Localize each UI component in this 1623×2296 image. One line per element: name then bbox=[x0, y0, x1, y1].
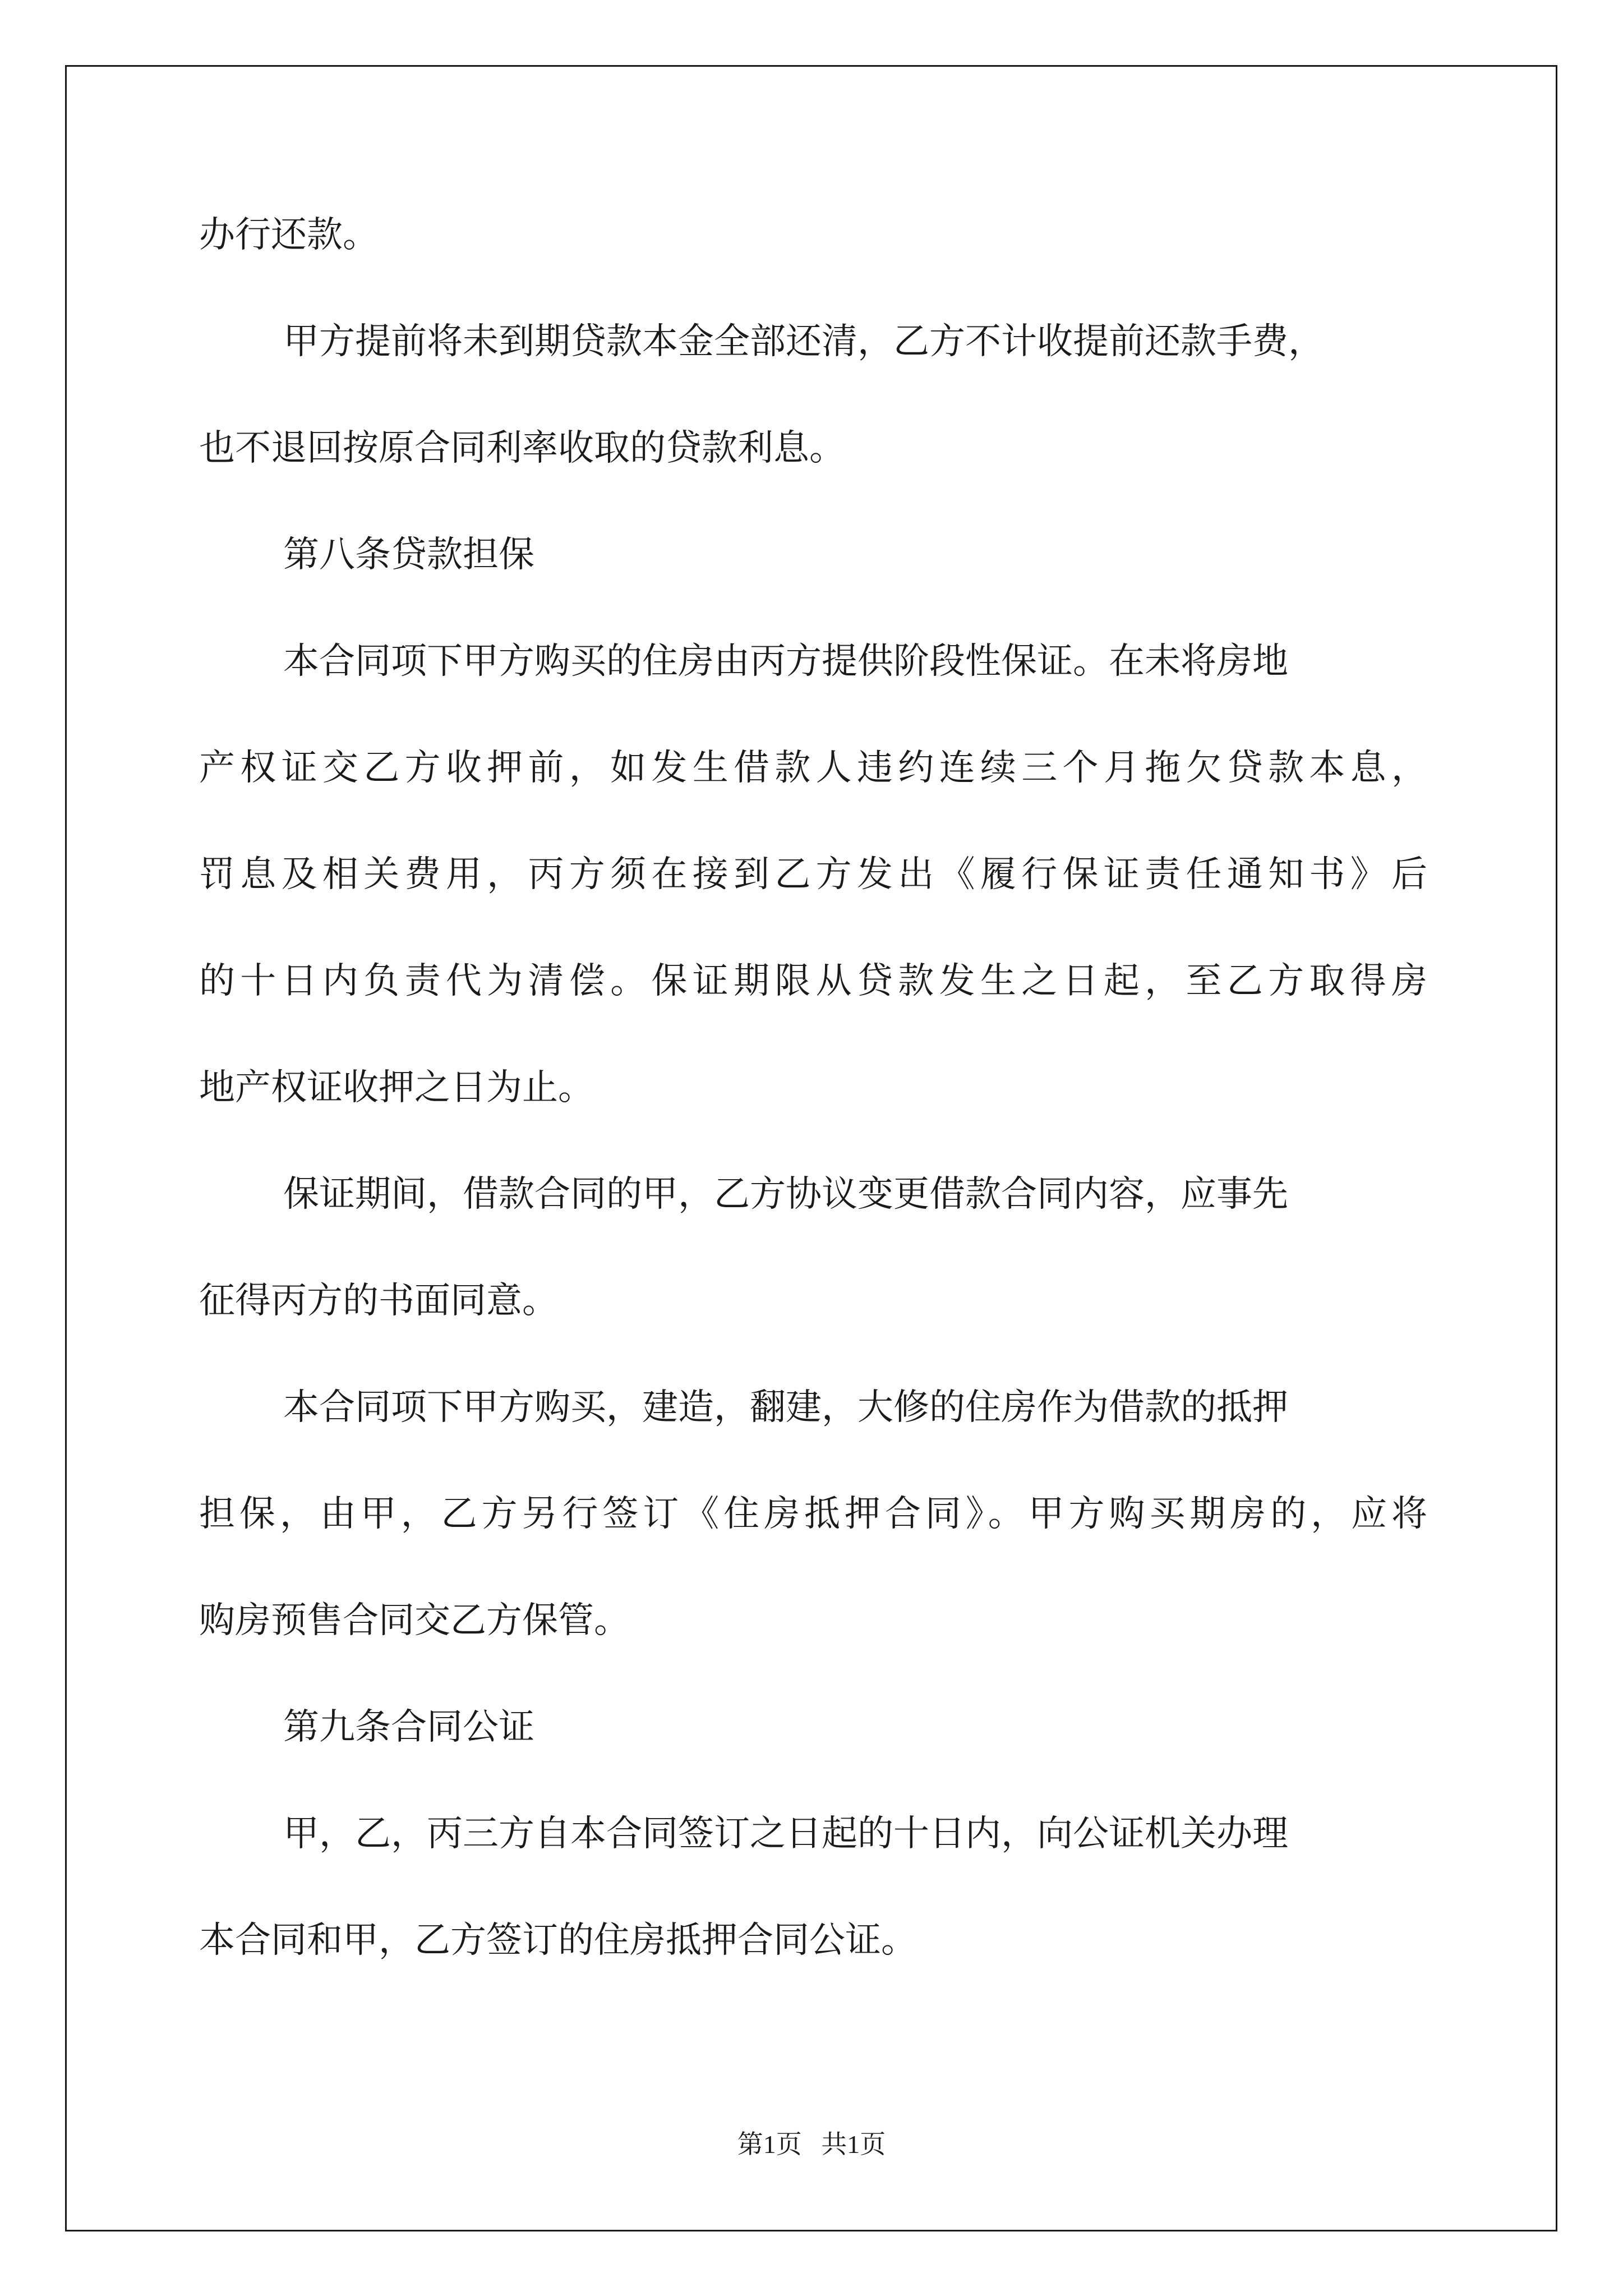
text-line: 办行还款。 bbox=[199, 214, 379, 256]
text-line: 也不退回按原合同利率收取的贷款利息。 bbox=[199, 427, 845, 469]
text-line: 的十日内负责代为清偿。保证期限从贷款发生之日起，至乙方取得房 bbox=[199, 960, 1427, 1002]
text-line: 罚息及相关费用，丙方须在接到乙方发出《履行保证责任通知书》后 bbox=[199, 854, 1427, 895]
text-line: 产权证交乙方收押前，如发生借款人违约连续三个月拖欠贷款本息， bbox=[199, 747, 1427, 789]
section-heading: 第九条合同公证 bbox=[283, 1706, 534, 1748]
text-line: 征得丙方的书面同意。 bbox=[199, 1280, 558, 1322]
paragraph-first-line: 本合同项下甲方购买，建造，翻建，大修的住房作为借款的抵押 bbox=[283, 1387, 1288, 1428]
page-number-footer: 第1页 共1页 bbox=[737, 2130, 886, 2159]
text-line: 购房预售合同交乙方保管。 bbox=[199, 1600, 630, 1641]
text-line: 地产权证收押之日为止。 bbox=[199, 1067, 594, 1108]
section-heading: 第八条贷款担保 bbox=[283, 534, 534, 576]
text-line: 担保，由甲，乙方另行签订《住房抵押合同》。甲方购买期房的，应将 bbox=[199, 1493, 1427, 1535]
paragraph-first-line: 本合同项下甲方购买的住房由丙方提供阶段性保证。在未将房地 bbox=[283, 641, 1288, 682]
paragraph-first-line: 甲，乙，丙三方自本合同签订之日起的十日内，向公证机关办理 bbox=[283, 1813, 1288, 1855]
text-line: 本合同和甲，乙方签订的住房抵押合同公证。 bbox=[199, 1920, 917, 1961]
paragraph-first-line: 保证期间，借款合同的甲，乙方协议变更借款合同内容，应事先 bbox=[283, 1174, 1288, 1215]
page-border bbox=[65, 65, 1557, 2231]
paragraph-first-line: 甲方提前将未到期贷款本金全部还清，乙方不计收提前还款手费， bbox=[283, 321, 1324, 362]
